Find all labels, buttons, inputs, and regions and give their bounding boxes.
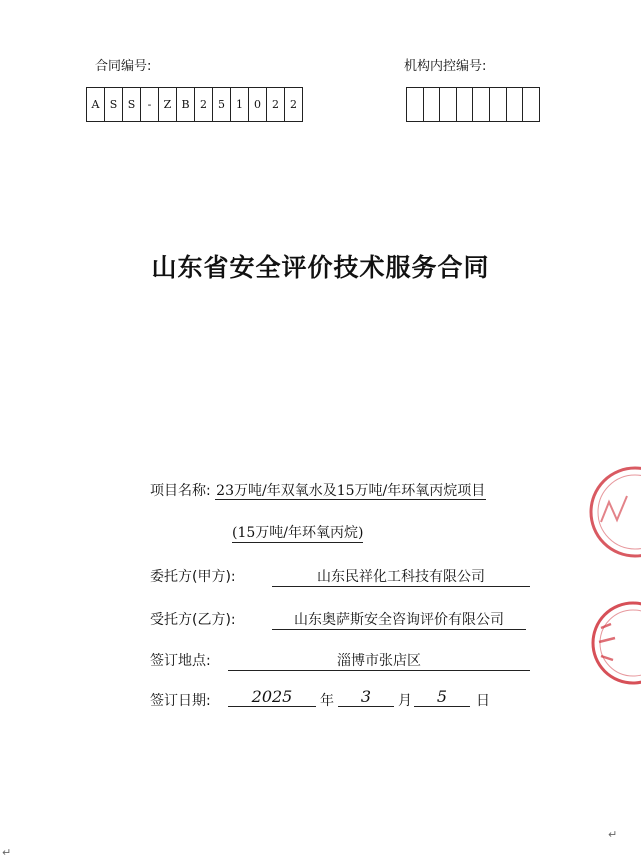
contract-number-char: S (123, 88, 141, 121)
date-day: 5 (414, 687, 470, 707)
internal-number-char (440, 88, 457, 121)
internal-number-char (523, 88, 539, 121)
date-day-unit: 日 (476, 693, 490, 709)
contract-number-char: - (141, 88, 159, 121)
internal-number-char (490, 88, 507, 121)
client-label: 委托方(甲方): (150, 569, 236, 585)
contract-number-char: S (105, 88, 123, 121)
project-label: 项目名称: (150, 483, 211, 499)
client-value: 山东民祥化工科技有限公司 (272, 566, 530, 587)
contract-number-char: 1 (231, 88, 249, 121)
internal-number-char (457, 88, 474, 121)
place-label: 签订地点: (150, 653, 211, 669)
company-seal-icon (575, 598, 641, 688)
contract-number-char: B (177, 88, 195, 121)
project-row (150, 480, 486, 500)
document-title: 山东省安全评价技术服务合同 (151, 253, 490, 282)
paragraph-mark-icon: ↵ (608, 828, 618, 841)
internal-number-label: 机构内控编号: (404, 59, 487, 74)
contract-number-char: 5 (213, 88, 231, 121)
project-value-line1: 23万吨/年双氧水及15万吨/年环氧丙烷项目 (216, 483, 486, 499)
project-value-line2: (15万吨/年环氧丙烷) (232, 522, 363, 543)
internal-number-boxes (406, 87, 540, 122)
contractor-value: 山东奥萨斯安全咨询评价有限公司 (272, 609, 526, 630)
contract-number-boxes (86, 87, 303, 122)
date-year: 2025 (228, 687, 316, 707)
contract-number-label: 合同编号: (95, 59, 152, 74)
internal-number-char (407, 88, 424, 121)
contract-number-char: A (87, 88, 105, 121)
internal-number-char (507, 88, 524, 121)
contractor-label: 受托方(乙方): (150, 612, 236, 628)
company-seal-icon (583, 462, 641, 562)
contract-number-char: 2 (290, 98, 297, 111)
contract-number-char: 2 (195, 88, 213, 121)
contract-number-char: 0 (249, 88, 267, 121)
internal-number-char (473, 88, 490, 121)
internal-number-char (424, 88, 441, 121)
date-year-unit: 年 (320, 693, 334, 709)
paragraph-mark-icon: ↵ (2, 846, 12, 859)
date-label: 签订日期: (150, 693, 211, 709)
contract-number-char: 2 (267, 88, 285, 121)
date-month-unit: 月 (398, 693, 412, 709)
date-month: 3 (338, 687, 394, 707)
place-value: 淄博市张店区 (228, 650, 530, 671)
contract-number-char: Z (159, 88, 177, 121)
